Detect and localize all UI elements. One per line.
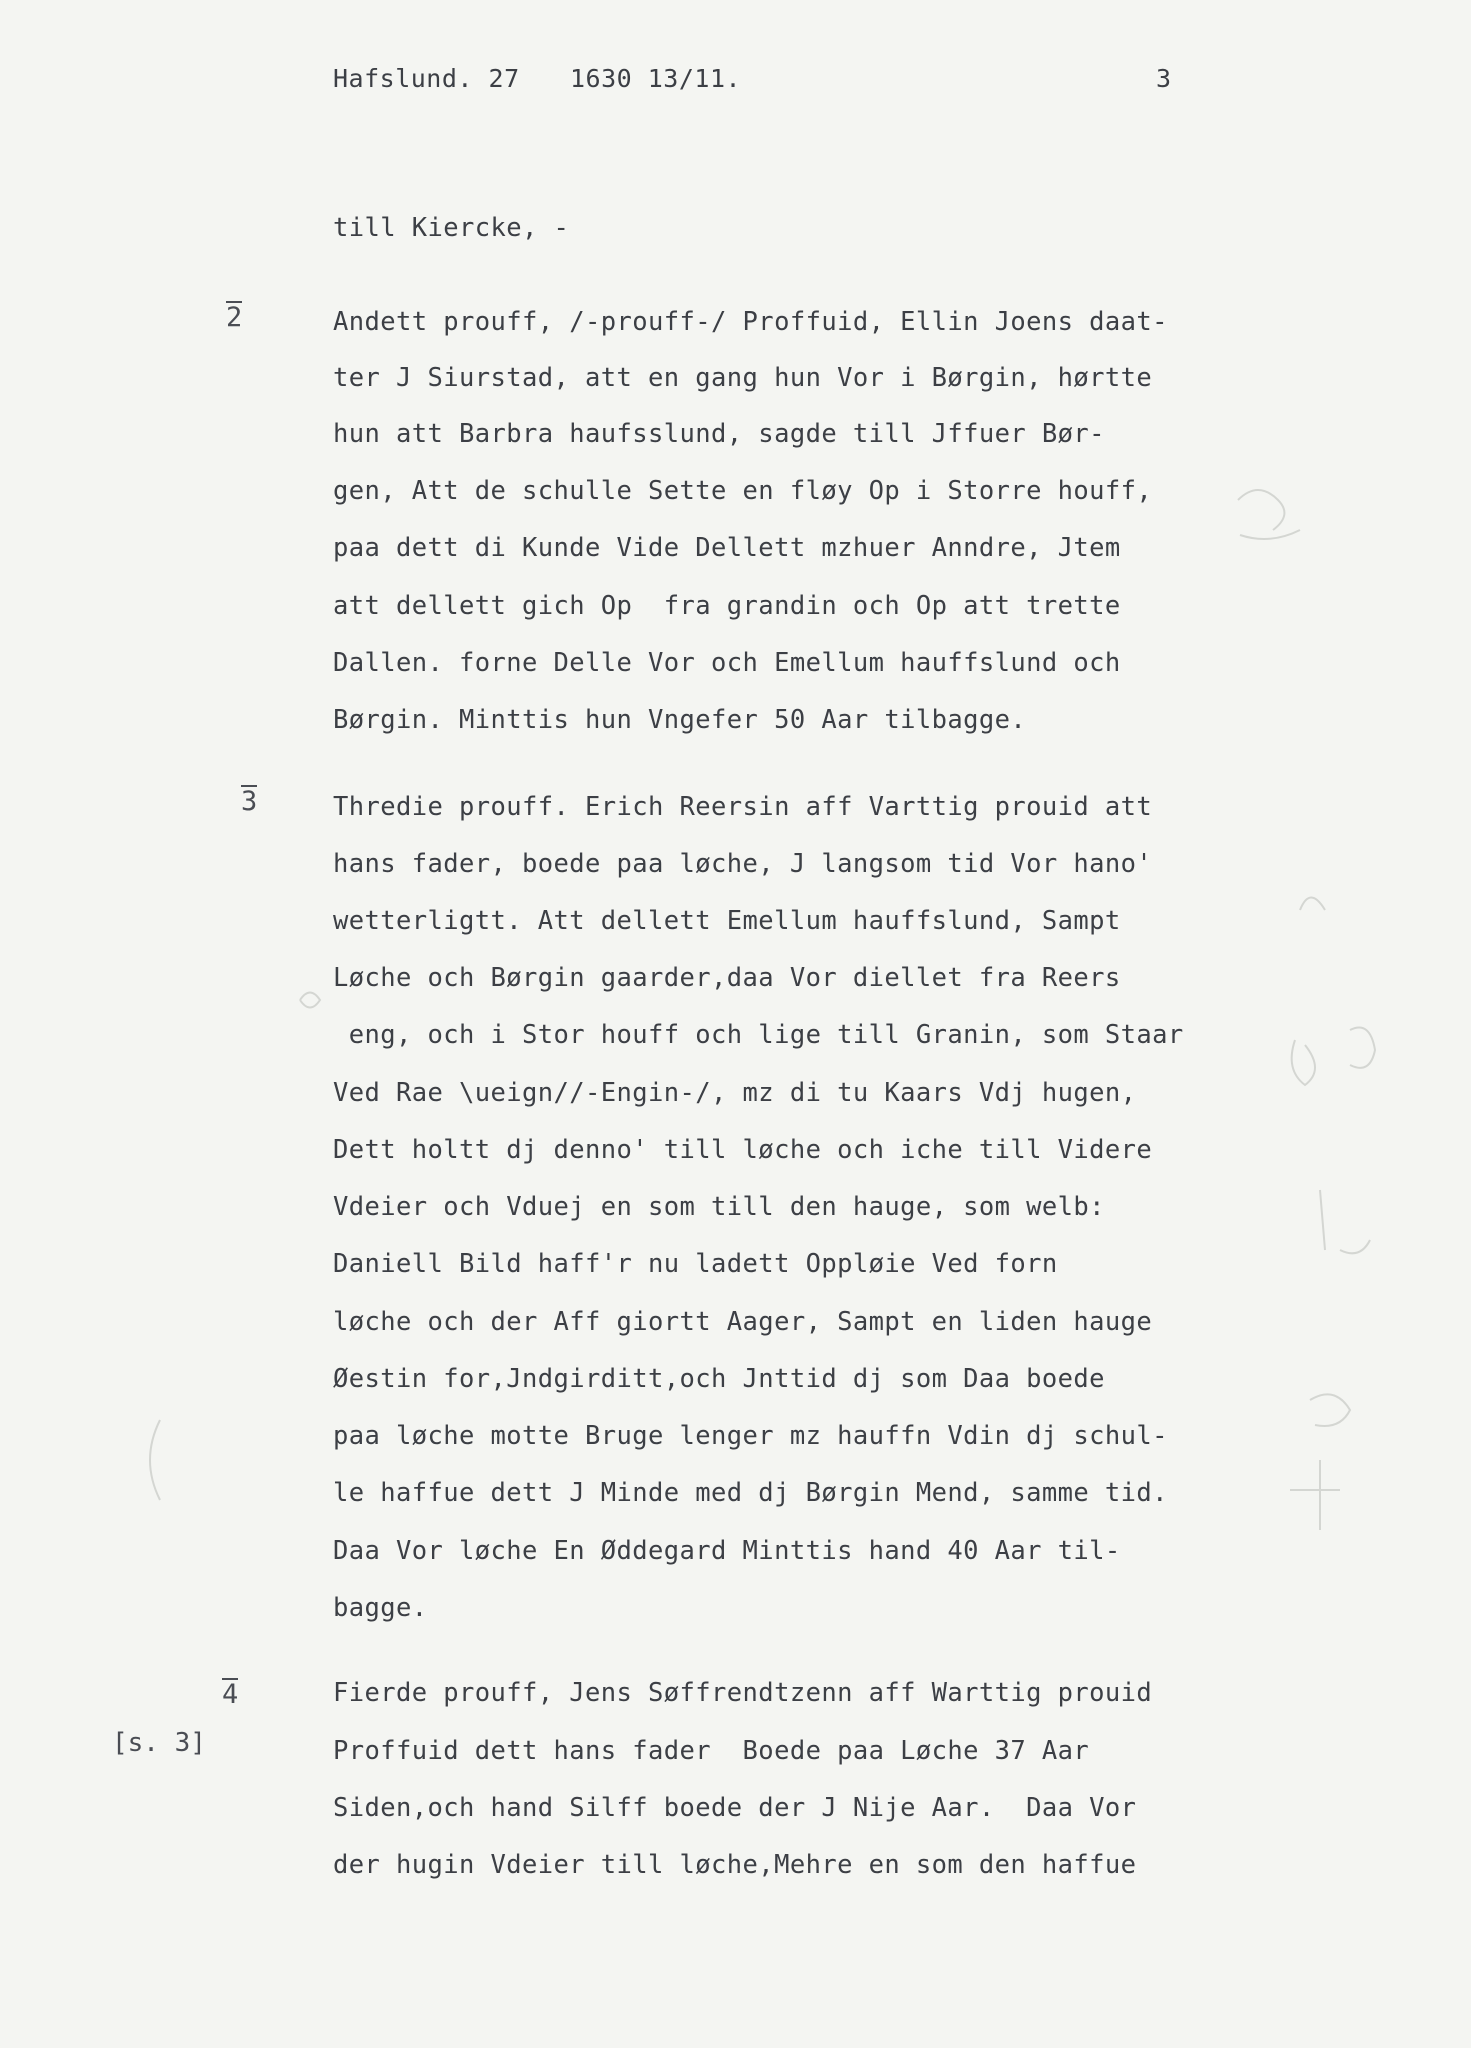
text-line: eng, och i Stor houff och lige till Granin, som Staar — [333, 1020, 1184, 1050]
bleed-mark — [1290, 1460, 1340, 1530]
bleed-mark — [150, 1420, 160, 1500]
paragraph-number-4: 4 — [222, 1679, 239, 1710]
text-line: hans fader, boede paa løche, J langsom tid Vor hano' — [333, 849, 1153, 879]
text-line: løche och der Aff giortt Aager, Sampt en liden hauge — [333, 1307, 1153, 1337]
page-number: 3 — [1156, 64, 1172, 93]
bleed-mark — [1240, 530, 1300, 539]
text-line: le haffue dett J Minde med dj Børgin Mend, samme tid. — [333, 1478, 1168, 1508]
text-line: Løche och Børgin gaarder,daa Vor diellet fra Reers — [333, 963, 1121, 993]
text-line: Dett holtt dj denno' till løche och iche till Videre — [333, 1135, 1153, 1165]
text-line: Thredie prouff. Erich Reersin aff Varttig prouid att — [333, 792, 1153, 822]
bleed-mark — [1238, 490, 1284, 530]
text-line: ter J Siurstad, att en gang hun Vor i Børgin, hørtte — [333, 363, 1153, 393]
text-line: Fierde prouff, Jens Søffrendtzenn aff Warttig prouid — [333, 1678, 1153, 1708]
text-line: Dallen. forne Delle Vor och Emellum hauffslund och — [333, 648, 1121, 678]
text-line: paa løche motte Bruge lenger mz hauffn Vdin dj schul- — [333, 1421, 1168, 1451]
text-line: der hugin Vdeier till løche,Mehre en som den haffue — [333, 1850, 1137, 1880]
bleed-mark — [1350, 1028, 1375, 1068]
text-line: Siden,och hand Silff boede der J Nije Aar. Daa Vor — [333, 1793, 1137, 1823]
bleed-mark — [1300, 898, 1325, 911]
bleed-mark — [1310, 1394, 1350, 1426]
text-line: Daa Vor løche En Øddegard Minttis hand 40 Aar til- — [333, 1536, 1121, 1566]
bleed-mark — [300, 993, 320, 1008]
margin-page-reference: [s. 3] — [112, 1728, 206, 1758]
text-line: hun att Barbra haufsslund, sagde till Jffuer Bør- — [333, 419, 1105, 449]
text-line: paa dett di Kunde Vide Dellett mzhuer Anndre, Jtem — [333, 533, 1121, 563]
bleed-mark — [1340, 1240, 1370, 1253]
paragraph-number-3: 3 — [241, 786, 258, 817]
header-location: Hafslund. 27 — [333, 64, 520, 93]
text-line: Børgin. Minttis hun Vngefer 50 Aar tilbagge. — [333, 705, 1027, 735]
intro-line: till Kiercke, - — [333, 213, 570, 243]
text-line: Proffuid dett hans fader Boede paa Løche 37 Aar — [333, 1736, 1090, 1766]
text-line: Vdeier och Vduej en som till den hauge, som welb: — [333, 1192, 1105, 1222]
text-line: Andett prouff, /-prouff-/ Proffuid, Ellin Joens daat- — [333, 307, 1168, 337]
text-line: Daniell Bild haff'r nu ladett Oppløie Ved forn — [333, 1249, 1058, 1279]
bleed-mark — [1292, 1040, 1315, 1085]
header-date: 1630 13/11. — [570, 64, 742, 93]
bleed-mark — [1320, 1190, 1325, 1250]
paragraph-number-2: 2 — [226, 302, 243, 333]
text-line: Ved Rae \ueign//-Engin-/, mz di tu Kaars Vdj hugen, — [333, 1078, 1137, 1108]
text-line: att dellett gich Op fra grandin och Op att trette — [333, 591, 1121, 621]
text-line: Øestin for,Jndgirditt,och Jnttid dj som Daa boede — [333, 1364, 1105, 1394]
text-line: gen, Att de schulle Sette en fløy Op i Storre houff, — [333, 476, 1153, 506]
text-line: wetterligtt. Att dellett Emellum hauffslund, Sampt — [333, 906, 1121, 936]
text-line: bagge. — [333, 1593, 428, 1623]
